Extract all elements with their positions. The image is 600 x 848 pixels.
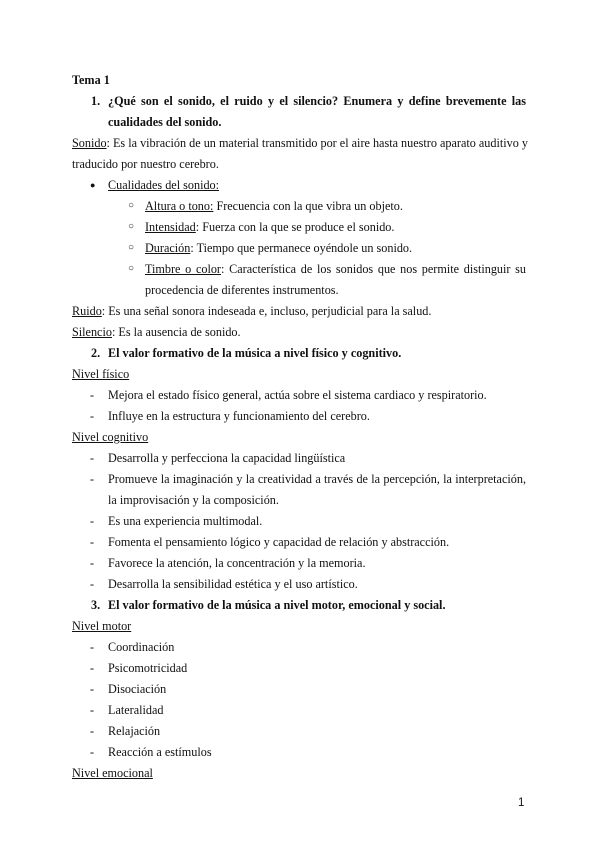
- cualidad-term: Timbre o color: [145, 262, 221, 276]
- silencio-text: : Es la ausencia de sonido.: [111, 325, 241, 339]
- list-item-continuation: la improvisación y la composición.: [108, 493, 279, 507]
- circle-bullet-icon: ○: [128, 242, 135, 253]
- dash-icon: -: [90, 661, 95, 675]
- dash-icon: -: [90, 451, 95, 465]
- dash-icon: -: [90, 472, 95, 486]
- cualidad-text: : Fuerza con la que se produce el sonido.: [195, 220, 395, 234]
- list-item: Influye en la estructura y funcionamiento del cerebro.: [108, 409, 370, 423]
- q3-title: El valor formativo de la música a nivel motor, emocional y social.: [108, 598, 446, 612]
- list-item: Reacción a estímulos: [108, 745, 212, 759]
- cualidad-term: Duración: [145, 241, 191, 255]
- q2-title: El valor formativo de la música a nivel físico y cognitivo.: [108, 346, 402, 360]
- list-item: Disociación: [108, 682, 167, 696]
- cualidad-intensidad: [145, 217, 394, 237]
- dash-icon: -: [90, 682, 95, 696]
- sonido-def-text: : Es la vibración de un material transmitido por el aire hasta nuestro aparato auditivo y: [106, 136, 528, 150]
- q2-number: 2.: [91, 346, 101, 360]
- dash-icon: -: [90, 409, 95, 423]
- cualidad-term: Intensidad: [145, 220, 196, 234]
- cualidad-duracion: [145, 238, 412, 258]
- nivel-motor-heading: Nivel motor: [72, 619, 132, 633]
- list-item: Promueve la imaginación y la creatividad a través de la percepción, la interpretación,: [108, 472, 526, 486]
- list-item: Psicomotricidad: [108, 661, 188, 675]
- list-item: Desarrolla la sensibilidad estética y el uso artístico.: [108, 577, 358, 591]
- q1-title-line2: cualidades del sonido.: [108, 115, 222, 129]
- q3-number: 3.: [91, 598, 101, 612]
- list-item: Fomenta el pensamiento lógico y capacidad de relación y abstracción.: [108, 535, 450, 549]
- ruido-definition: [72, 301, 431, 321]
- dash-icon: -: [90, 556, 95, 570]
- cualidad-text: : Tiempo que permanece oyéndole un sonido.: [190, 241, 413, 255]
- dash-icon: -: [90, 388, 95, 402]
- nivel-cognitivo-heading: Nivel cognitivo: [72, 430, 149, 444]
- sonido-definition-line2: traducido por nuestro cerebro.: [72, 157, 219, 171]
- nivel-emocional-heading: Nivel emocional: [72, 766, 153, 780]
- list-item: Mejora el estado físico general, actúa sobre el sistema cardiaco y respiratorio.: [108, 388, 487, 402]
- ruido-text: : Es una señal sonora indeseada e, incluso, perjudicial para la salud.: [101, 304, 432, 318]
- bullet-icon: ●: [90, 180, 96, 190]
- cualidad-timbre-line2: procedencia de diferentes instrumentos.: [145, 283, 339, 297]
- list-item: Desarrolla y perfecciona la capacidad lingüística: [108, 451, 346, 465]
- cualidades-heading: Cualidades del sonido:: [108, 178, 220, 192]
- dash-icon: -: [90, 514, 95, 528]
- sonido-term: Sonido: [72, 136, 107, 150]
- list-item: Coordinación: [108, 640, 175, 654]
- list-item: Lateralidad: [108, 703, 164, 717]
- cualidad-term: Altura o tono:: [145, 199, 214, 213]
- dash-icon: -: [90, 535, 95, 549]
- list-item: Favorece la atención, la concentración y la memoria.: [108, 556, 366, 570]
- cualidad-timbre: [145, 259, 526, 279]
- cualidad-text: : Característica de los sonidos que nos permite distinguir su: [221, 262, 526, 276]
- silencio-term: Silencio: [72, 325, 112, 339]
- dash-icon: -: [90, 640, 95, 654]
- dash-icon: -: [90, 745, 95, 759]
- silencio-definition: [72, 322, 241, 342]
- dash-icon: -: [90, 724, 95, 738]
- sonido-definition-line1: [72, 133, 528, 153]
- cualidad-text: Frecuencia con la que vibra un objeto.: [213, 199, 403, 213]
- tema-heading: Tema 1: [72, 73, 110, 87]
- nivel-fisico-heading: Nivel físico: [72, 367, 130, 381]
- circle-bullet-icon: ○: [128, 221, 135, 232]
- dash-icon: -: [90, 577, 95, 591]
- ruido-term: Ruido: [72, 304, 102, 318]
- list-item: Es una experiencia multimodal.: [108, 514, 263, 528]
- cualidad-altura: [145, 196, 403, 216]
- q1-number: 1.: [91, 94, 101, 108]
- circle-bullet-icon: ○: [128, 263, 135, 274]
- list-item: Relajación: [108, 724, 161, 738]
- page-number: 1: [518, 797, 525, 809]
- circle-bullet-icon: ○: [128, 200, 135, 211]
- q1-title-line1: ¿Qué son el sonido, el ruido y el silencio? Enumera y define brevemente las: [108, 94, 526, 108]
- dash-icon: -: [90, 703, 95, 717]
